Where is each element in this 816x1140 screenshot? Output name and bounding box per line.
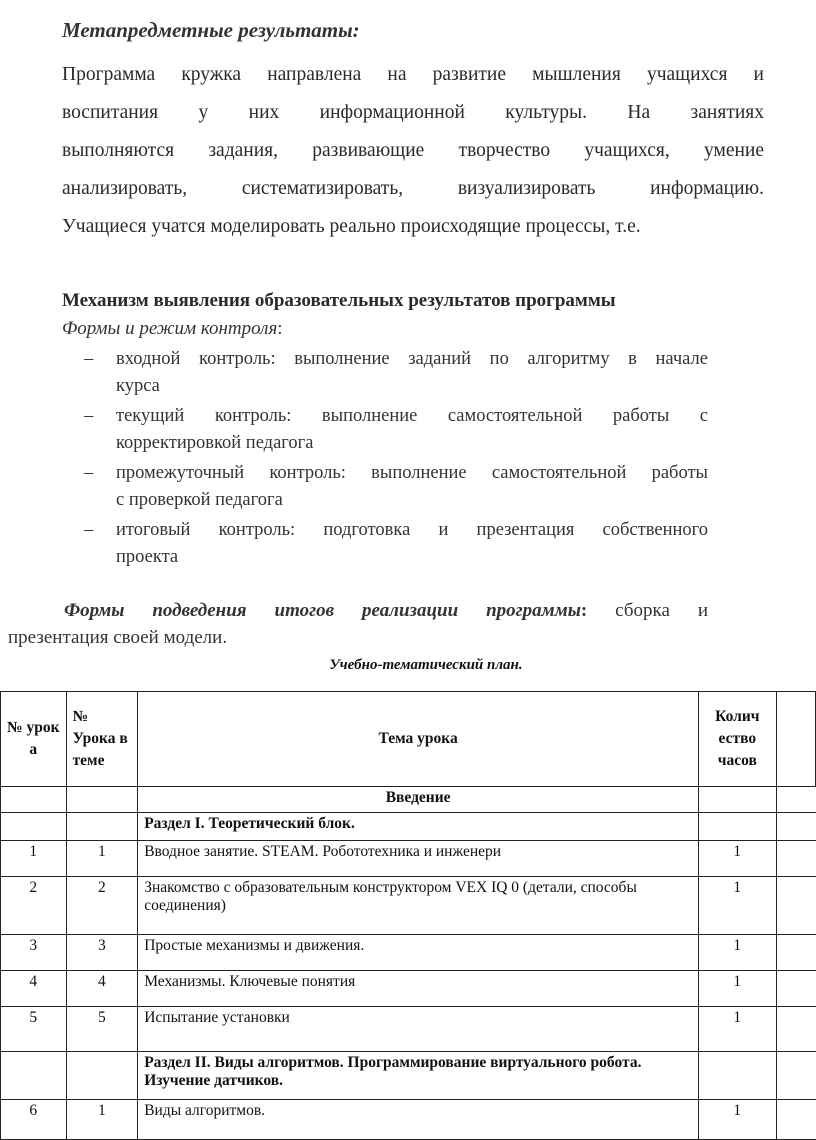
metasubject-paragraph [62,56,764,246]
cell-hours: 1 [699,841,777,877]
list-item-line2: корректировкой педагога [116,433,314,453]
paragraph-line: выполняются задания, развивающие творчество учащихся, умение [62,140,764,161]
section-title: Раздел II. Виды алгоритмов. Программирование виртуального робота. Изучение датчиков. [138,1052,699,1100]
cell-empty [66,787,138,813]
table-row [1,935,816,971]
cell-empty [1,813,67,841]
cell-lesson-in-topic: 4 [66,971,138,1007]
metasubject-heading: Метапредметные результаты: [62,18,360,42]
cell-empty [699,787,777,813]
summary-bold: Формы подведения итогов реализации программы [64,600,581,621]
table-row [1,813,816,841]
cell-hours: 1 [699,1100,777,1140]
cell-lesson-no: 4 [1,971,67,1007]
cell-topic: Знакомство с образовательным конструктором VEX IQ 0 (детали, способы соединения) [138,877,699,935]
forms-control-label: Формы и режим контроля [62,318,278,339]
cell-hours: 1 [699,971,777,1007]
cell-lesson-in-topic: 1 [66,1100,138,1140]
cell-empty [776,841,815,877]
list-item [84,403,708,457]
list-item-line1: итоговый контроль: подготовка и презентация собственного [116,520,708,540]
cell-empty [776,877,815,935]
cell-empty [1,1052,67,1100]
table-header-row [1,692,816,787]
cell-empty [699,813,777,841]
list-item-line1: текущий контроль: выполнение самостоятельной работы с [116,406,708,426]
section-title: Раздел I. Теоретический блок. [138,813,699,841]
cell-empty [776,787,815,813]
paragraph-line: Программа кружка направлена на развитие мышления учащихся и [62,64,764,85]
list-dash: – [84,463,94,483]
header-extra [776,692,815,787]
list-dash: – [84,406,94,426]
cell-hours: 1 [699,1007,777,1052]
plan-title: Учебно-тематический план. [329,657,523,673]
table-row [1,971,816,1007]
list-item-line2: проекта [116,547,179,567]
paragraph-line: анализировать, систематизировать, визуализировать информацию. [62,178,764,199]
cell-empty [776,1007,815,1052]
cell-lesson-no: 2 [1,877,67,935]
intro-cell: Введение [138,787,699,813]
cell-empty [699,1052,777,1100]
table-row [1,1100,816,1140]
table-row [1,787,816,813]
cell-lesson-in-topic: 5 [66,1007,138,1052]
cell-lesson-no: 5 [1,1007,67,1052]
curriculum-table [0,691,816,1140]
list-item-line1: входной контроль: выполнение заданий по алгоритму в начале [116,349,708,369]
list-item-line1: промежуточный контроль: выполнение самостоятельной работы [116,463,708,483]
header-topic: Тема урока [138,692,699,787]
cell-empty [776,1052,815,1100]
cell-topic: Простые механизмы и движения. [138,935,699,971]
cell-lesson-in-topic: 2 [66,877,138,935]
forms-control-colon: : [277,318,283,339]
header-lesson-in-topic: № Урока в теме [66,692,138,787]
cell-empty [776,1100,815,1140]
cell-empty [1,787,67,813]
table-row [1,877,816,935]
cell-topic: Виды алгоритмов. [138,1100,699,1140]
cell-lesson-no: 6 [1,1100,67,1140]
cell-lesson-no: 3 [1,935,67,971]
table-row [1,841,816,877]
list-item [84,517,708,571]
list-item [84,346,708,400]
header-hours: Колич ество часов [699,692,777,787]
cell-hours: 1 [699,877,777,935]
cell-empty [776,813,815,841]
paragraph-line: воспитания у них информационной культуры. На занятиях [62,102,764,123]
summary-line2: презентация своей модели. [8,627,228,648]
mechanism-title: Механизм выявления образовательных результатов программы [62,290,616,311]
table-row [1,1007,816,1052]
summary-colon: : [580,600,588,621]
list-item [84,460,708,514]
list-dash: – [84,520,94,540]
cell-empty [66,1052,138,1100]
cell-empty [776,935,815,971]
summary-rest: сборка и [587,600,708,621]
forms-control-line [62,318,283,340]
summary-paragraph [8,597,708,651]
list-dash: – [84,349,94,369]
cell-topic: Вводное занятие. STEAM. Робототехника и инженери [138,841,699,877]
cell-hours: 1 [699,935,777,971]
cell-topic: Механизмы. Ключевые понятия [138,971,699,1007]
cell-lesson-no: 1 [1,841,67,877]
cell-lesson-in-topic: 3 [66,935,138,971]
cell-empty [776,971,815,1007]
cell-lesson-in-topic: 1 [66,841,138,877]
table-row [1,1052,816,1100]
list-item-line2: курса [116,376,160,396]
list-item-line2: с проверкой педагога [116,490,283,510]
header-lesson-no: № урок а [1,692,67,787]
cell-topic: Испытание установки [138,1007,699,1052]
control-list [84,346,708,574]
summary-line1 [8,597,708,624]
paragraph-line: Учащиеся учатся моделировать реально происходящие процессы, т.е. [62,216,641,237]
cell-empty [66,813,138,841]
